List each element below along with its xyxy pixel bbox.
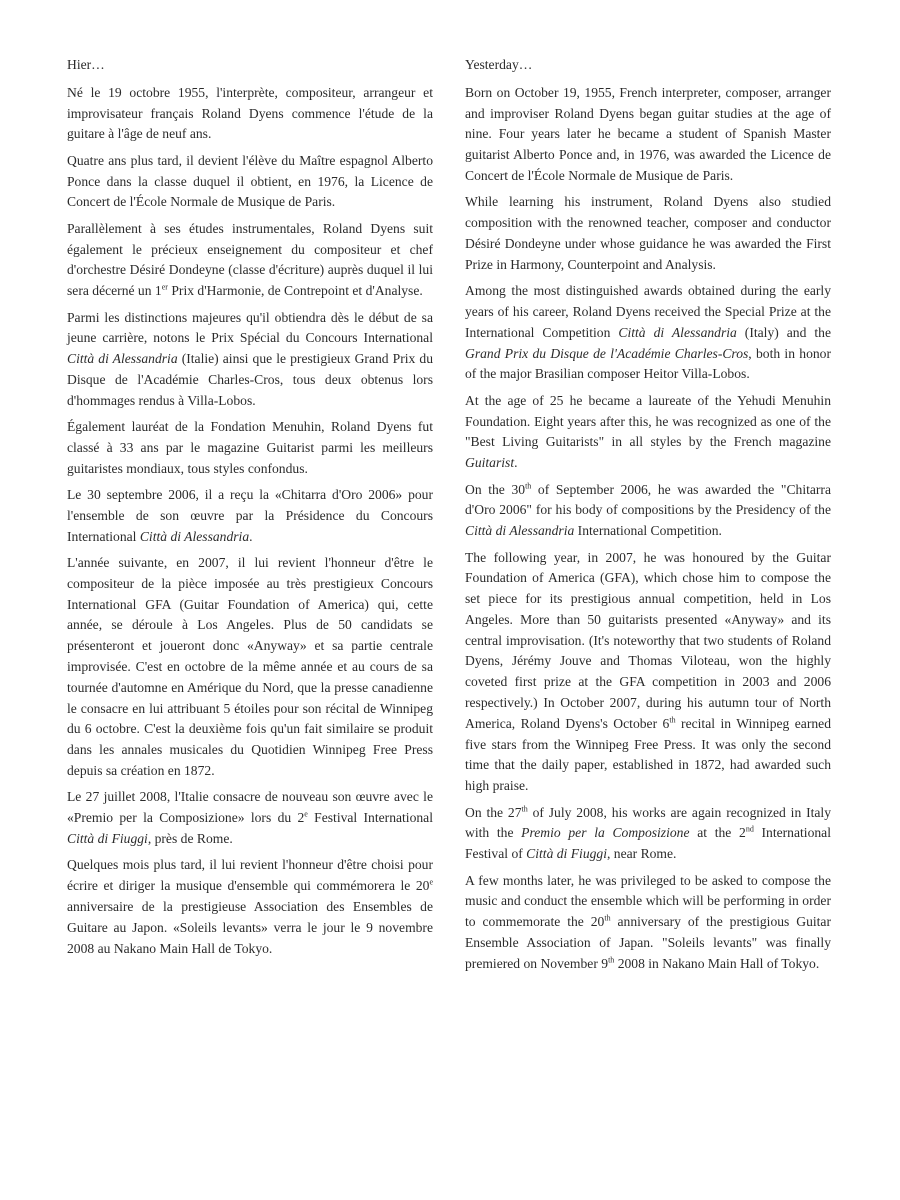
english-paragraph-8: A few months later, he was privileged to be asked to compose the music and conduct the ensemble which will be performing in order to commemorate the 20th anniversary of the prestigious Guitar Ensemble Association of Japan. "Soleils levants" was finally premiered on November 9th 2008 in Nakano Main Hall of Tokyo. (465, 872, 831, 971)
english-paragraph-2: While learning his instrument, Roland Dyens also studied composition with the renowned teacher, composer and conductor Désiré Dondeyne under whose guidance he was awarded the First Prize in Harmony, Counterpoint and Analysis. (465, 194, 831, 272)
french-paragraph-3: Parallèlement à ses études instrumentales, Roland Dyens suit également le précieux enseignement du compositeur et chef d'orchestre Désiré Dondeyne (classe d'écriture) auprès duquel il lui sera décerné un 1er Prix d'Harmonie, de Contrepoint et d'Analyse. (67, 220, 433, 299)
english-heading: Yesterday… (465, 57, 533, 72)
english-column (465, 55, 831, 980)
english-paragraph-3: Among the most distinguished awards obtained during the early years of his career, Roland Dyens received the Special Prize at the International Competition Città di Alessandria (Italy) and the Grand Prix du Disque de l'Académie Charles-Cros, both in honor of the major Brasilian composer Heitor Villa-Lobos. (465, 283, 831, 382)
french-paragraph-4: Parmi les distinctions majeures qu'il obtiendra dès le début de sa jeune carrière, notons le Prix Spécial du Concours International Città di Alessandria (Italie) ainsi que le prestigieux Grand Prix du Disque de l'Académie Charles-Cros, tous deux obtenus lors d'hommages rendus à Villa-Lobos. (67, 309, 433, 408)
french-paragraph-1: Né le 19 octobre 1955, l'interprète, compositeur, arrangeur et improvisateur français Roland Dyens commence l'étude de la guitare à l'âge de neuf ans. (67, 84, 433, 142)
english-paragraph-4: At the age of 25 he became a laureate of the Yehudi Menuhin Foundation. Eight years after this, he was recognized as one of the "Best Living Guitarists" in all styles by the French magazine Guitarist. (465, 392, 831, 471)
french-column (67, 55, 433, 965)
french-heading: Hier… (67, 57, 105, 72)
french-paragraph-6: Le 30 septembre 2006, il a reçu la «Chitarra d'Oro 2006» pour l'ensemble de son œuvre par la Présidence du Concours International Città di Alessandria. (67, 487, 433, 544)
english-paragraph-5: On the 30th of September 2006, he was awarded the "Chitarra d'Oro 2006" for his body of compositions by the Presidency of the Città di Alessandria International Competition. (465, 480, 831, 539)
french-paragraph-9: Quelques mois plus tard, il lui revient l'honneur d'être choisi pour écrire et diriger la musique d'ensemble qui commémorera le 20e anniversaire de la prestigieuse Association des Ensembles de Guitare au Japon. «Soleils levants» verra le jour le 9 novembre 2008 au Nakano Main Hall de Tokyo. (67, 857, 433, 956)
french-paragraph-2: Quatre ans plus tard, il devient l'élève du Maître espagnol Alberto Ponce dans la classe duquel il obtient, en 1976, la Licence de Concert de l'École Normale de Musique de Paris. (67, 152, 433, 210)
french-paragraph-7: L'année suivante, en 2007, il lui revient l'honneur d'être le compositeur de la pièce imposée au très prestigieux Concours International GFA (Guitar Foundation of America) qui, cette année, se déroule à Los Angeles. Plus de 50 candidats se présenteront et joueront donc «Anyway» et sa partie centrale improvisée. C'est en octobre de la même année et au cours de sa tournée d'automne en Amérique du Nord, que la presse canadienne le consacre en lui attribuant 5 étoiles pour son récital de Winnipeg du 6 octobre. C'est la deuxième fois qu'un fait similaire se produit dans les annales musicales du Quotidien Winnipeg Free Press depuis sa création en 1872. (67, 555, 433, 779)
english-paragraph-1: Born on October 19, 1955, French interpreter, composer, arranger and improviser Roland Dyens began guitar studies at the age of nine. Four years later he became a student of Spanish Master guitarist Alberto Ponce and, in 1976, was awarded the Licence de Concert de l'École Normale de Musique de Paris. (465, 84, 831, 183)
french-paragraph-8: Le 27 juillet 2008, l'Italie consacre de nouveau son œuvre avec le «Premio per la Composizione» lors du 2e Festival International Città di Fiuggi, près de Rome. (67, 789, 433, 847)
english-paragraph-7: On the 27th of July 2008, his works are again recognized in Italy with the Premio per la Composizione at the 2nd International Festival of Città di Fiuggi, near Rome. (465, 804, 831, 862)
french-paragraph-5: Également lauréat de la Fondation Menuhin, Roland Dyens fut classé à 33 ans par le magazine Guitarist parmi les meilleurs guitaristes mondiaux, tous styles confondus. (67, 419, 433, 476)
english-paragraph-6: The following year, in 2007, he was honoured by the Guitar Foundation of America (GFA), which chose him to compose the set piece for its prestigious annual competition, held in Los Angeles. More than 50 guitarists presented «Anyway» and its central improvisation. (It's noteworthy that two students of Roland Dyens, Jérémy Jouve and Thomas Viloteau, won the highly coveted first prize at the GFA competition in 2003 and 2006 respectively.) In October 2007, during his autumn tour of North America, Roland Dyens's October 6th recital in Winnipeg earned five stars from the Winnipeg Free Press. It was only the second time that the daily paper, established in 1872, had awarded such high praise. (465, 549, 831, 794)
